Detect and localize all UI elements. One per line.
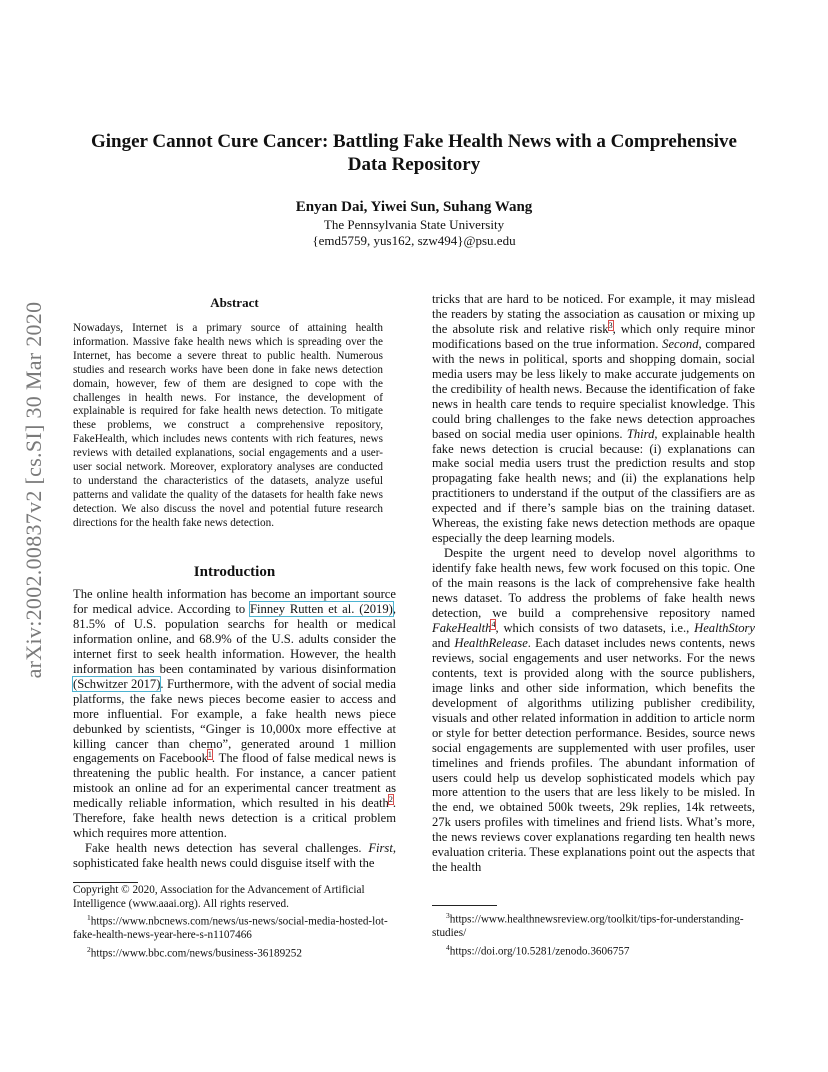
footnote-link-3[interactable]: 3 bbox=[608, 320, 613, 330]
author-list: Enyan Dai, Yiwei Sun, Suhang Wang bbox=[295, 199, 533, 215]
citation-schwitzer[interactable]: (Schwitzer 2017) bbox=[73, 676, 161, 691]
footnote-1-url[interactable]: https://www.nbcnews.com/news/us-news/social-media-hosted-lot-fake-health-news-year-here-s-n1107466 bbox=[73, 915, 388, 942]
right-paragraph-2: Despite the urgent need to develop novel algorithms to identify fake health news, few work focused on this topic. One of the main reasons is the lack of comprehensive fake health news dataset. To address the problems of fake health news detection, we build a comprehensive repository named FakeHealth$^4$, which consists of two datasets, i.e., HealthStory and HealthRelease. Each dataset includes news contents, news reviews, social engagements and user networks. For the news contents, text is provided along with the source publishers, image links and other side information, which benefits the development of algorithms utilizing publisher credibility, visuals and other related information in addition to article norm or style for better detection performance. Besides, source news social engagements are supplemented with user profiles, user timelines and friends profiles. The abundant information of users could help us develop sophisticated models which pay more attention to the users that are less likely to be misled. In the end, we obtained 500k tweets, 29k replies, 14k retweets, 27k users profiles with timelines and friend lists. What’s more, the news reviews cover explanations regarding ten health news evaluation criteria. These explanations point out the aspects that the health bbox=[432, 546, 755, 875]
footnote-2: $^2$https://www.bbc.com/news/business-36189252 bbox=[87, 944, 302, 960]
footnote-link-4[interactable]: 4 bbox=[491, 619, 496, 629]
footnote-rule-left bbox=[73, 882, 138, 883]
abstract-text: Nowadays, Internet is a primary source of attaining health information. Massive fake health news which is spreading over the Internet, has become a severe threat to public health. Numerous studies and research works have been done in fake news detection domain, however, few of them are designed to cope with the challenges in health news. For instance, the development of explainable is required for fake health news detection. To mitigate these problems, we construct a comprehensive repository, FakeHealth, which includes news contents with rich features, news reviews with detailed explanations, social engagements and a user-user social network. Moreover, exploratory analyses are conducted to understand the characteristics of the datasets, analyze useful patterns and validate the quality of the datasets for health fake news detection. We also discuss the novel and potential future research directions for the health fake news detection. bbox=[73, 322, 383, 529]
footnote-link-2[interactable]: 2 bbox=[388, 795, 393, 805]
footnote-1: $^1$https://www.nbcnews.com/news/us-news/social-media-hosted-lot-fake-health-news-year-here-s-n1107466 bbox=[73, 913, 388, 942]
intro-paragraph-1: The online health information has become an important source for medical advice. According to Finney Rutten et al. (2019), 81.5% of U.S. population searchs for health or medical information online, and 68.9% of the U.S. adults consider the internet first to seek health information. However, the health information has been contaminated by various disinformation (Schwitzer 2017). Furthermore, with the advent of social media platforms, the fake news pieces become easier to access and more influential. For example, a fake health news piece debunked by scientists, “Ginger is 10,000x more effective at killing cancer than chemo”, generated around 1 million engagements on Facebook$^1$. The flood of false medical news is threatening the public health. For instance, a cancer patient mistook an online ad for an experimental cancer treatment as medically reliable information, which resulted in his death$^2$. Therefore, fake health news detection is a critical problem which requires more attention. bbox=[73, 587, 397, 841]
citation-finney-rutten[interactable]: Finney Rutten et al. (2019) bbox=[250, 601, 393, 616]
right-column-body bbox=[432, 292, 755, 875]
title-line-1: Ginger Cannot Cure Cancer: Battling Fake Health News with a Comprehensive bbox=[91, 131, 737, 152]
arxiv-identifier-sidebar bbox=[14, 300, 54, 680]
copyright-notice: Copyright © 2020, Association for the Advancement of Artificial Intelligence (www.aaai.org). All rights reserved. bbox=[73, 884, 365, 910]
affiliation-block bbox=[60, 217, 768, 248]
intro-paragraph-2: Fake health news detection has several challenges. First, sophisticated fake health news could disguise itself with the bbox=[73, 841, 396, 871]
footnote-4: $^4$https://doi.org/10.5281/zenodo.3606757 bbox=[446, 942, 630, 958]
paper-title bbox=[60, 130, 768, 176]
affiliation: The Pennsylvania State University bbox=[323, 217, 505, 232]
title-line-2: Data Repository bbox=[347, 154, 481, 175]
footnotes-left bbox=[73, 884, 396, 961]
right-paragraph-1: tricks that are hard to be noticed. For example, it may mislead the readers by stating the association as causation or mixing up the absolute risk and relative risk$^3$, which only require minor modifications based on the true information. Second, compared with the news in political, sports and shopping domain, social media users may be less likely to make accurate judgements on the credibility of health news. Because the identification of fake news in health care tends to require specialist knowledge. This could bring challenges to the fake news detection approaches based on social media user opinions. Third, explainable health fake news detection is crucial because: (i) explanations can make social media users trust the prediction results and stop propagating fake health news; and (ii) the explanations help practitioners to understand if the output of the classifiers are as expected and if there’s sample bias on the training dataset. Whereas, the existing fake news detection methods are opaque especially the deep learning models. bbox=[432, 292, 756, 546]
author-emails: {emd5759, yus162, szw494}@psu.edu bbox=[312, 232, 516, 248]
footnote-3-url[interactable]: https://www.healthnewsreview.org/toolkit/tips-for-understanding-studies/ bbox=[432, 913, 744, 940]
footnote-3: $^3$https://www.healthnewsreview.org/toolkit/tips-for-understanding-studies/ bbox=[432, 911, 744, 940]
footnote-rule-right bbox=[432, 905, 497, 906]
footnote-2-url[interactable]: https://www.bbc.com/news/business-36189252 bbox=[90, 947, 302, 960]
footnotes-right bbox=[432, 909, 755, 959]
introduction-body bbox=[73, 587, 396, 871]
introduction-heading: Introduction bbox=[193, 564, 276, 580]
arxiv-identifier-text: arXiv:2002.00837v2 [cs.SI] 30 Mar 2020 bbox=[21, 301, 46, 679]
abstract-heading: Abstract bbox=[210, 295, 259, 310]
footnote-link-1[interactable]: 1 bbox=[207, 750, 212, 760]
footnote-4-url[interactable]: https://doi.org/10.5281/zenodo.3606757 bbox=[449, 945, 630, 958]
